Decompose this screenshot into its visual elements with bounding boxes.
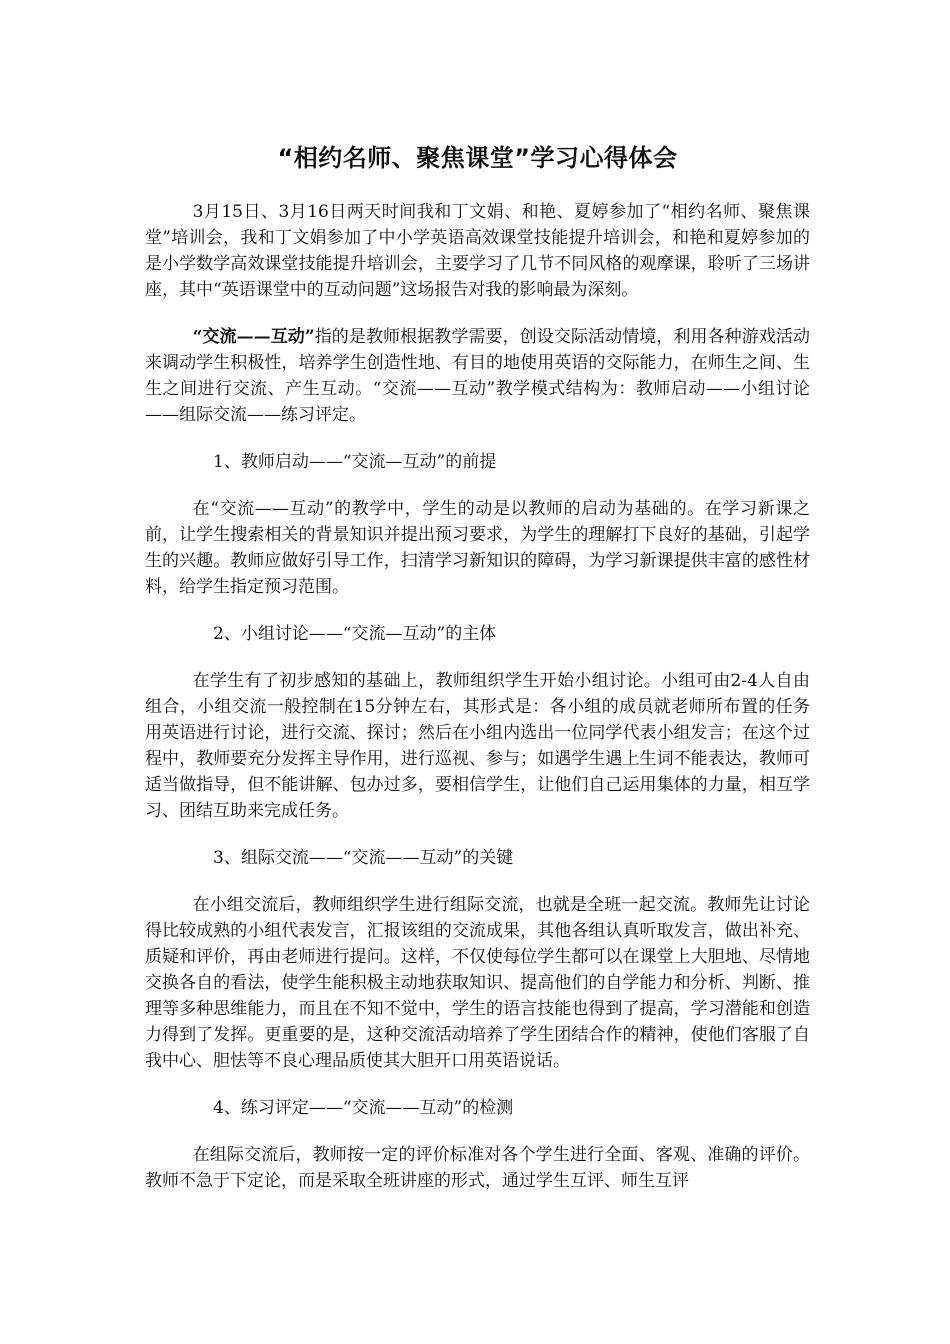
- section-heading-3: 3、组际交流——“交流——互动”的关键: [213, 848, 514, 868]
- section-heading-2: 2、小组讨论——“交流—互动”的主体: [213, 624, 497, 644]
- definition-lead: “交流——互动”: [192, 327, 315, 347]
- section-heading-4: 4、练习评定——“交流——互动”的检测: [213, 1098, 514, 1118]
- section-body-3: 在小组交流后，教师组织学生进行组际交流，也就是全班一起交流。教师先让讨论得比较成熟的小组代表发言，汇报该组的交流成果，其他各组认真听取发言，做出补充、质疑和评价，再由老师进行提问。这样，不仅使每位学生都可以在课堂上大胆地、尽情地交换各自的看法，使学生能积极主动地获取知识、提高他们的自学能力和分析、判断、推理等多种思维能力，而且在不知不觉中，学生的语言技能也得到了提高，学习潜能和创造力得到了发挥。更重要的是，这种交流活动培养了学生团结合作的精神，使他们客服了自我中心、胆怯等不良心理品质使其大胆开口用英语说话。: [145, 895, 810, 1071]
- section-heading-1: 1、教师启动——“交流—互动”的前提: [213, 452, 497, 472]
- section-body-4: 在组际交流后，教师按一定的评价标准对各个学生进行全面、客观、准确的评价。教师不急于下定论，而是采取全班讲座的形式，通过学生互评、师生互评: [145, 1145, 810, 1191]
- intro-paragraph: 3月15日、3月16日两天时间我和丁文娟、和艳、夏婷参加了“相约名师、聚焦课堂”培训会，我和丁文娟参加了中小学英语高效课堂技能提升培训会，和艳和夏婷参加的是小学数学高效课堂技能提升培训会，主要学习了几节不同风格的观摩课，聆听了三场讲座，其中“英语课堂中的互动问题”这场报告对我的影响最为深刻。: [145, 202, 810, 300]
- document-title: “相约名师、聚焦课堂”学习心得体会: [277, 144, 678, 172]
- section-body-1: 在“交流——互动”的教学中，学生的动是以教师的启动为基础的。在学习新课之前，让学生搜索相关的背景知识并提出预习要求，为学生的理解打下良好的基础，引起学生的兴趣。教师应做好引导工作，扫清学习新知识的障碍，为学习新课提供丰富的感性材料，给学生指定预习范围。: [145, 499, 810, 597]
- document-page: [145, 128, 810, 1215]
- section-body-2: 在学生有了初步感知的基础上，教师组织学生开始小组讨论。小组可由2-4人自由组合，小组交流一般控制在15分钟左右，其形式是：各小组的成员就老师所布置的任务用英语进行讨论，进行交流、探讨；然后在小组内选出一位同学代表小组发言；在这个过程中，教师要充分发挥主导作用，进行巡视、参与；如遇学生遇上生词不能表达，教师可适当做指导，但不能讲解、包办过多，要相信学生，让他们自己运用集体的力量，相互学习、团结互助来完成任务。: [145, 671, 810, 821]
- definition-text: 指的是教师根据教学需要，创设交际活动情境，利用各种游戏活动来调动学生积极性，培养学生创造性地、有目的地使用英语的交际能力，在师生之间、生生之间进行交流、产生互动。“交流——互动”教学模式结构为：教师启动——小组讨论——组际交流——练习评定。: [145, 327, 810, 425]
- definition-paragraph: [145, 324, 810, 428]
